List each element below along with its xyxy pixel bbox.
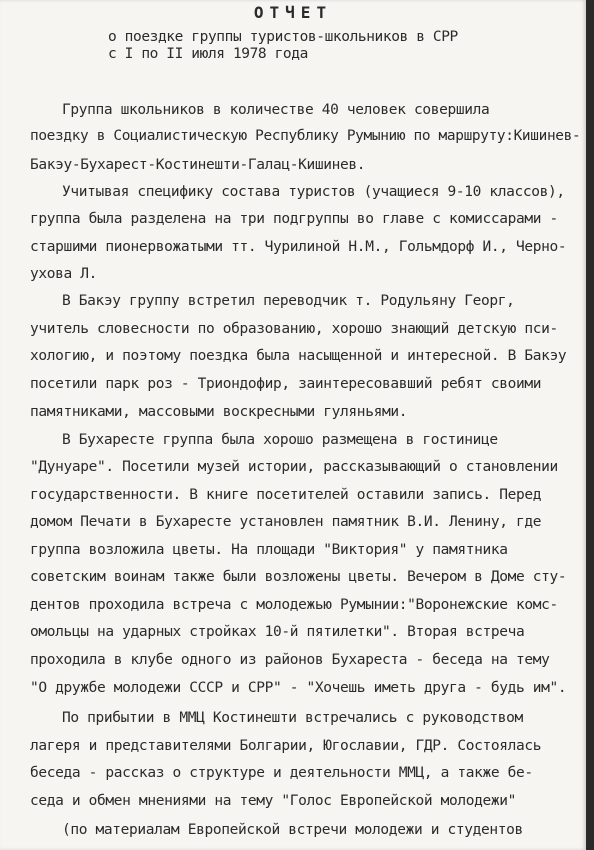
- body-line: памятниками, массовыми воскресными гуляньями.: [30, 404, 408, 420]
- document-subtitle-line-2: с I по II июля 1978 года: [108, 46, 308, 62]
- body-line: По прибытии в ММЦ Костинешти встречались с руководством: [62, 710, 523, 726]
- body-line: Учитывая специфику состава туристов (учащиеся 9-10 классов),: [62, 184, 565, 200]
- body-line: ухова Л.: [30, 266, 98, 282]
- body-line: старшими пионервожатыми тт. Чурилиной Н.М., Гольмдорф И., Черно-: [30, 239, 567, 255]
- document-heading: ОТЧЕТ: [253, 3, 333, 22]
- body-line: (по материалам Европейской встречи молодежи и студентов: [62, 822, 523, 838]
- body-line: группа возложила цветы. На площади "Виктория" у памятника: [30, 542, 508, 558]
- body-line: Группа школьников в количестве 40 человек совершила: [62, 102, 490, 118]
- body-line: учитель словесности по образованию, хорошо знающий детскую пси-: [30, 321, 558, 337]
- body-line: В Бухаресте группа была хорошо размещена в гостинице: [62, 432, 498, 448]
- body-line: "Дунуаре". Посетили музей истории, рассказывающий о становлении: [30, 459, 558, 475]
- body-line: "О дружбе молодежи СССР и СРР" - "Хочешь иметь друга - будь им".: [30, 680, 567, 696]
- body-line: государственности. В книге посетителей оставили запись. Перед: [30, 487, 542, 503]
- document-subtitle-line-1: о поездке группы туристов-школьников в СРР: [108, 29, 458, 45]
- body-line: домом Печати в Бухаресте установлен памятник В.И. Ленину, где: [30, 514, 542, 530]
- body-line: посетили парк роз - Триондофир, заинтересовавший ребят своими: [30, 376, 542, 392]
- body-line: хологию, и поэтому поездка была насыщенной и интересной. В Бакэу: [30, 348, 567, 364]
- body-line: советским воинам также были возложены цветы. Вечером в Доме сту-: [30, 569, 567, 585]
- body-line: В Бакэу группу встретил переводчик т. Родульяну Георг,: [62, 293, 515, 309]
- body-line: лагеря и представителями Болгарии, Югославии, ГДР. Состоялась: [30, 738, 542, 754]
- body-line: группа была разделена на три подгруппы во главе с комиссарами -: [30, 211, 558, 227]
- body-line: проходила в клубе одного из районов Бухареста - беседа на тему: [30, 652, 550, 668]
- body-line: седа и обмен мнениями на тему "Голос Европейской молодежи": [30, 793, 517, 809]
- body-line: Бакэу-Бухарест-Костинешти-Галац-Кишинев.: [30, 157, 366, 173]
- body-line: беседа - рассказ о структуре и деятельности ММЦ, а также бе-: [30, 765, 533, 781]
- body-line: поездку в Социалистическую Республику Румынию по маршруту:Кишинев-: [30, 128, 581, 144]
- body-line: омольцы на ударных стройках 10-й пятилетки". Вторая встреча: [30, 624, 525, 640]
- body-line: дентов проходила встреча с молодежью Румынии:"Воронежские комс-: [30, 597, 558, 613]
